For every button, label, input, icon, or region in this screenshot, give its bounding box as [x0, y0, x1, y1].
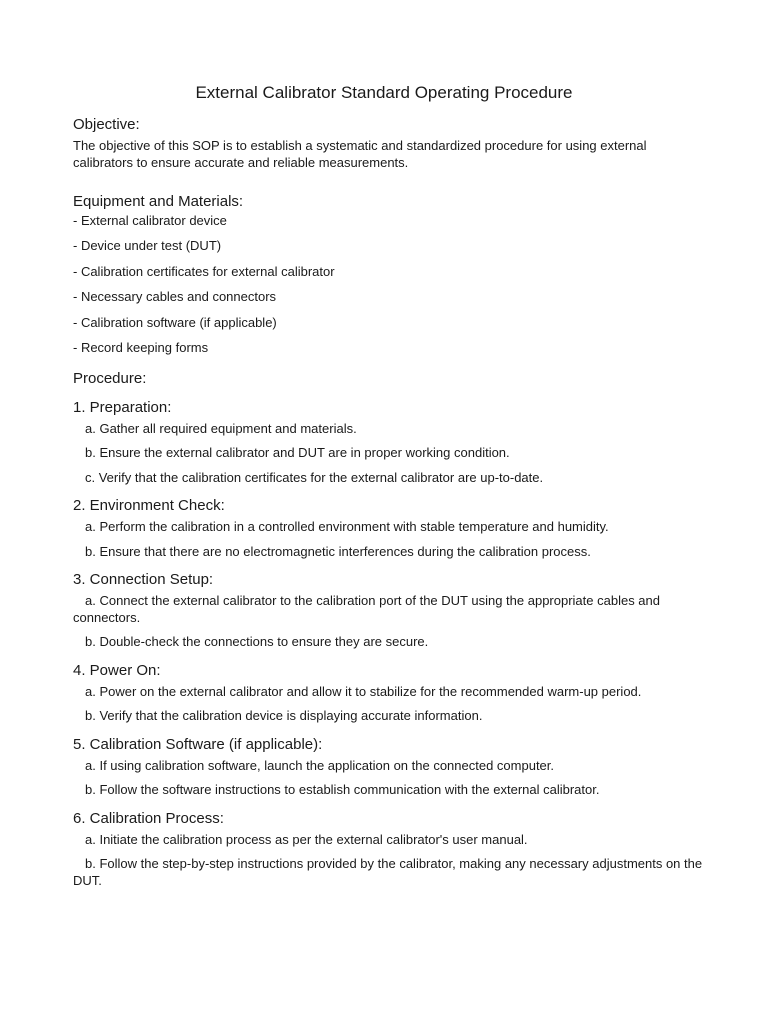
- document-body: [73, 116, 703, 889]
- step-heading: 3. Connection Setup:: [73, 571, 214, 589]
- procedure-step-calibration-software: [73, 736, 703, 799]
- procedure-heading: Procedure:: [73, 369, 147, 387]
- step-item: a. Initiate the calibration process as per the external calibrator's user manual.: [85, 831, 528, 847]
- step-item: a. Perform the calibration in a controlled environment with stable temperature and humidity.: [85, 519, 609, 535]
- step-item: b. Follow the software instructions to establish communication with the external calibrator.: [85, 782, 600, 798]
- equipment-item: - External calibrator device: [73, 213, 227, 228]
- step-heading: 6. Calibration Process:: [73, 809, 224, 827]
- equipment-item: - Calibration software (if applicable): [73, 314, 277, 330]
- equipment-item: - Record keeping forms: [73, 339, 209, 355]
- step-item: c. Verify that the calibration certificates for the external calibrator are up-to-date.: [85, 469, 544, 485]
- step-item: b. Ensure the external calibrator and DUT are in proper working condition.: [85, 445, 510, 461]
- step-item: b. Verify that the calibration device is displaying accurate information.: [85, 708, 483, 724]
- procedure-step-preparation: [73, 399, 703, 487]
- step-item: b. Ensure that there are no electromagnetic interferences during the calibration process.: [85, 543, 591, 559]
- objective-heading: Objective:: [73, 116, 140, 133]
- objective-text: The objective of this SOP is to establish a systematic and standardized procedure for using external calibrators to ensure accurate and reliable measurements.: [73, 138, 647, 170]
- step-item: a. If using calibration software, launch the application on the connected computer.: [85, 757, 555, 773]
- step-item: b. Follow the step-by-step instructions provided by the calibrator, making any necessary adjustments on the DUT.: [73, 856, 703, 888]
- procedure-step-connection-setup: [73, 571, 703, 651]
- step-item: a. Power on the external calibrator and allow it to stabilize for the recommended warm-up period.: [85, 683, 642, 699]
- procedure-step-calibration-process: [73, 810, 703, 890]
- step-heading: 4. Power On:: [73, 661, 161, 679]
- procedure-section: [73, 370, 703, 890]
- step-item: a. Gather all required equipment and materials.: [85, 420, 357, 436]
- step-heading: 1. Preparation:: [73, 398, 172, 416]
- objective-section: [73, 116, 703, 171]
- procedure-step-environment-check: [73, 497, 703, 560]
- procedure-step-power-on: [73, 662, 703, 725]
- equipment-item: - Device under test (DUT): [73, 238, 222, 254]
- step-heading: 5. Calibration Software (if applicable):: [73, 735, 323, 753]
- document-title: External Calibrator Standard Operating Procedure: [195, 83, 573, 102]
- step-heading: 2. Environment Check:: [73, 497, 225, 515]
- step-item: b. Double-check the connections to ensure they are secure.: [85, 634, 429, 650]
- step-item: a. Connect the external calibrator to the calibration port of the DUT using the appropriate cables and connectors.: [73, 593, 660, 625]
- equipment-item: - Calibration certificates for external calibrator: [73, 263, 335, 279]
- equipment-item: - Necessary cables and connectors: [73, 289, 277, 305]
- equipment-heading: Equipment and Materials:: [73, 193, 244, 210]
- equipment-section: [73, 193, 703, 356]
